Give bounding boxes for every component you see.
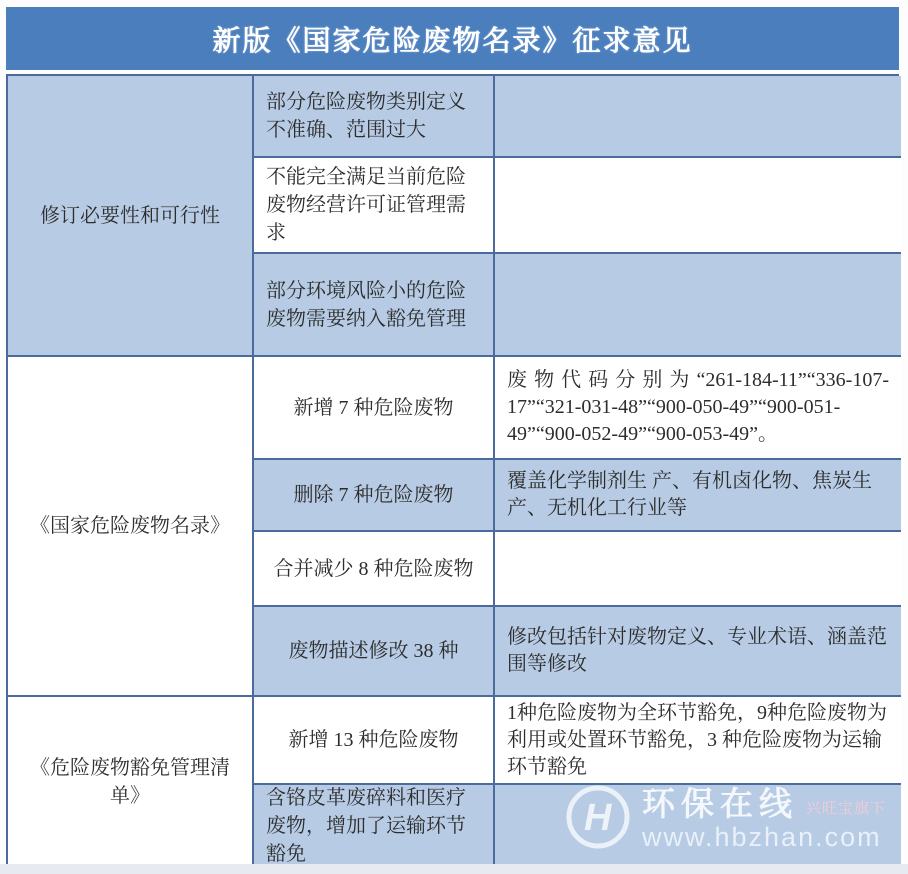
summary-table (6, 74, 899, 864)
item-cell (254, 460, 495, 532)
group-label: 修订必要性和可行性 (40, 204, 220, 227)
group-label: 《危险废物豁免管理清单》 (30, 756, 230, 807)
svg-text:H: H (584, 796, 612, 839)
watermark-site-url: www.hbzhan.com (642, 822, 882, 852)
item-text: 新增 7 种危险废物 (293, 396, 454, 419)
item-text: 部分危险废物类别定义不准确、范围过大 (266, 91, 466, 141)
group-label-cell (8, 697, 254, 866)
table-title-bar (6, 7, 899, 70)
watermark-site-name: 环保在线 (642, 785, 798, 822)
item-cell (254, 697, 495, 785)
item-text: 合并减少 8 种危险废物 (273, 557, 474, 580)
item-text: 删除 7 种危险废物 (293, 484, 454, 506)
table-title: 新版《国家危险废物名录》征求意见 (212, 25, 693, 57)
item-cell (254, 158, 495, 254)
detail-cell (495, 254, 901, 357)
detail-cell (495, 158, 901, 254)
detail-cell (495, 697, 901, 785)
detail-text: 废物代码分别为“261-184-11”“336-107-17”“321-031-48”“900-050-49”“900-051-49”“900-052-49”“900-053-49”。 (507, 369, 889, 445)
group-label-cell (8, 76, 254, 357)
item-cell (254, 76, 495, 158)
detail-text: 覆盖化学制剂生 产、有机卤化物、焦炭生产、无机化工行业等 (507, 470, 872, 519)
item-cell (254, 532, 495, 607)
bottom-margin-strip (0, 864, 908, 874)
item-text: 含铬皮革废碎料和医疗废物，增加了运输环节豁免 (266, 786, 466, 865)
group-label-cell (8, 357, 254, 697)
detail-cell (495, 532, 901, 607)
detail-cell (495, 76, 901, 158)
watermark-site-tag: 兴旺宝旗下 (806, 800, 887, 817)
detail-cell (495, 357, 901, 460)
group-label: 《国家危险废物名录》 (30, 515, 230, 537)
detail-cell (495, 460, 901, 532)
detail-cell (495, 607, 901, 697)
detail-cell (495, 785, 901, 866)
item-cell (254, 357, 495, 460)
item-text: 废物描述修改 38 种 (288, 640, 459, 662)
item-cell (254, 607, 495, 697)
item-text: 新增 13 种危险废物 (288, 729, 459, 751)
item-text: 不能完全满足当前危险废物经营许可证管理需求 (266, 166, 466, 244)
detail-text: 修改包括针对废物定义、专业术语、涵盖范围等修改 (507, 626, 887, 675)
item-text: 部分环境风险小的危险废物需要纳入豁免管理 (266, 279, 466, 330)
detail-text: 1种危险废物为全环节豁免，9种危险废物为利用或处置环节豁免，3 种危险废物为运输环节豁免 (507, 701, 887, 778)
item-cell (254, 785, 495, 866)
item-cell (254, 254, 495, 357)
